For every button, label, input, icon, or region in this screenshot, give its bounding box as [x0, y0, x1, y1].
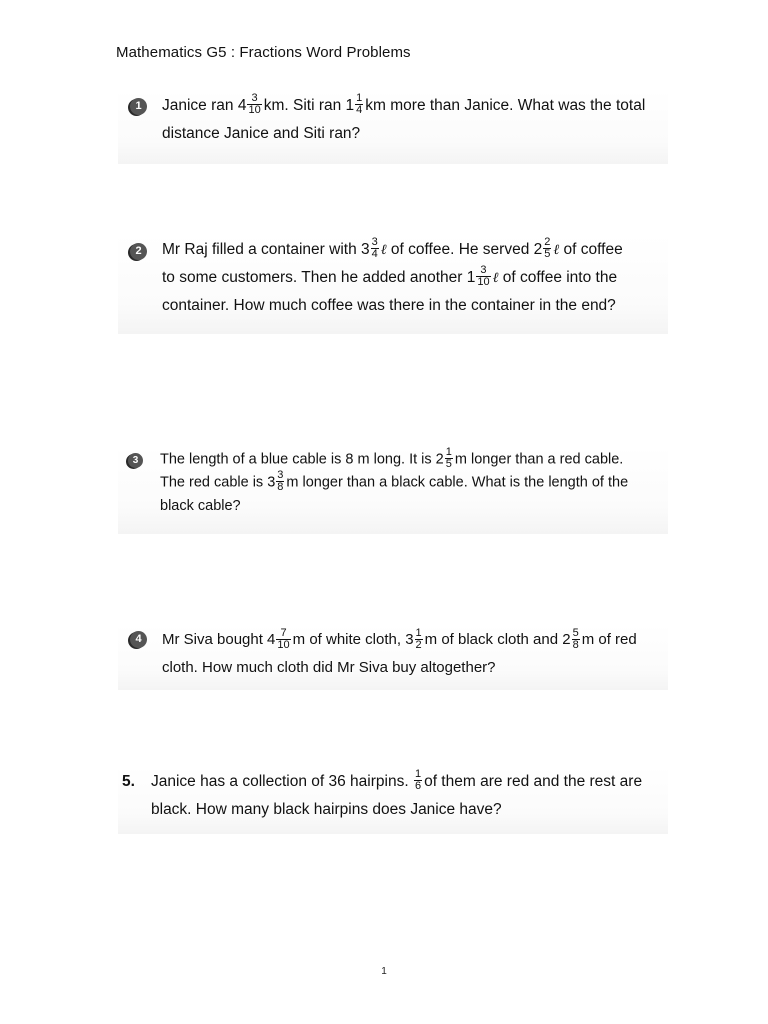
problem-line: Janice ran 4 $\frac{3}{10}$ km. Siti ran 1 $\frac{1}{4}$ km more than Janice. What was the total: [162, 92, 646, 117]
problem-4: [118, 624, 668, 690]
problem-line: black. How many black hairpins does Janice have?: [151, 801, 502, 818]
problem-line: distance Janice and Siti ran?: [162, 125, 361, 142]
problem-3: [118, 446, 668, 534]
fraction: $\frac{1}{6}$: [414, 768, 422, 793]
litre-symbol: ℓ: [380, 242, 387, 258]
problem-line: cloth. How much cloth did Mr Siva buy altogether?: [162, 659, 496, 676]
problem-line: container. How much coffee was there in the container in the end?: [162, 297, 616, 314]
page-title: Mathematics G5 : Fractions Word Problems: [116, 44, 411, 61]
litre-symbol: ℓ: [492, 270, 499, 286]
fraction: $\frac{1}{2}$: [415, 626, 422, 651]
fraction: $\frac{2}{5}$: [544, 236, 551, 261]
fraction: $\frac{3}{8}$: [277, 469, 284, 494]
problem-line: The length of a blue cable is 8 m long. It is 2 $\frac{1}{5}$ m longer than a red cable.: [160, 446, 624, 470]
problem-number-badge: 3: [128, 453, 143, 468]
problem-number-badge: 1: [130, 98, 147, 115]
fraction: $\frac{3}{4}$: [371, 236, 378, 261]
page-number: 1: [381, 966, 387, 977]
fraction: $\frac{1}{4}$: [356, 92, 363, 117]
problem-number-badge: 4: [130, 631, 147, 648]
problem-2: [118, 234, 668, 334]
fraction: $\frac{3}{10}$: [248, 92, 261, 117]
problem-5: [118, 766, 668, 834]
problem-line: black cable?: [160, 497, 241, 514]
problem-line: Mr Raj filled a container with 3 $\frac{3}{4}$ ℓ of coffee. He served 2 $\frac{2}{5}$ ℓ of coffee: [162, 236, 623, 261]
fraction: $\frac{1}{5}$: [445, 446, 452, 470]
problem-line: The red cable is 3 $\frac{3}{8}$ m longer than a black cable. What is the length of the: [160, 469, 629, 494]
fraction: $\frac{5}{8}$: [572, 626, 579, 651]
fraction: $\frac{7}{10}$: [277, 626, 290, 651]
problem-1: [118, 90, 668, 164]
problem-line: Mr Siva bought 4 $\frac{7}{10}$ m of white cloth, 3 $\frac{1}{2}$ m of black cloth and 2 $\frac{5}{8}$ m of red: [162, 626, 637, 651]
litre-symbol: ℓ: [553, 242, 560, 258]
problem-number: 5.: [122, 773, 135, 790]
fraction: $\frac{3}{10}$: [477, 264, 490, 289]
problem-line: Janice has a collection of 36 hairpins. $\frac{1}{6}$ of them are red and the rest are: [151, 768, 643, 793]
problem-number-badge: 2: [130, 243, 147, 260]
problem-line: to some customers. Then he added another 1 $\frac{3}{10}$ ℓ of coffee into the: [162, 264, 618, 289]
